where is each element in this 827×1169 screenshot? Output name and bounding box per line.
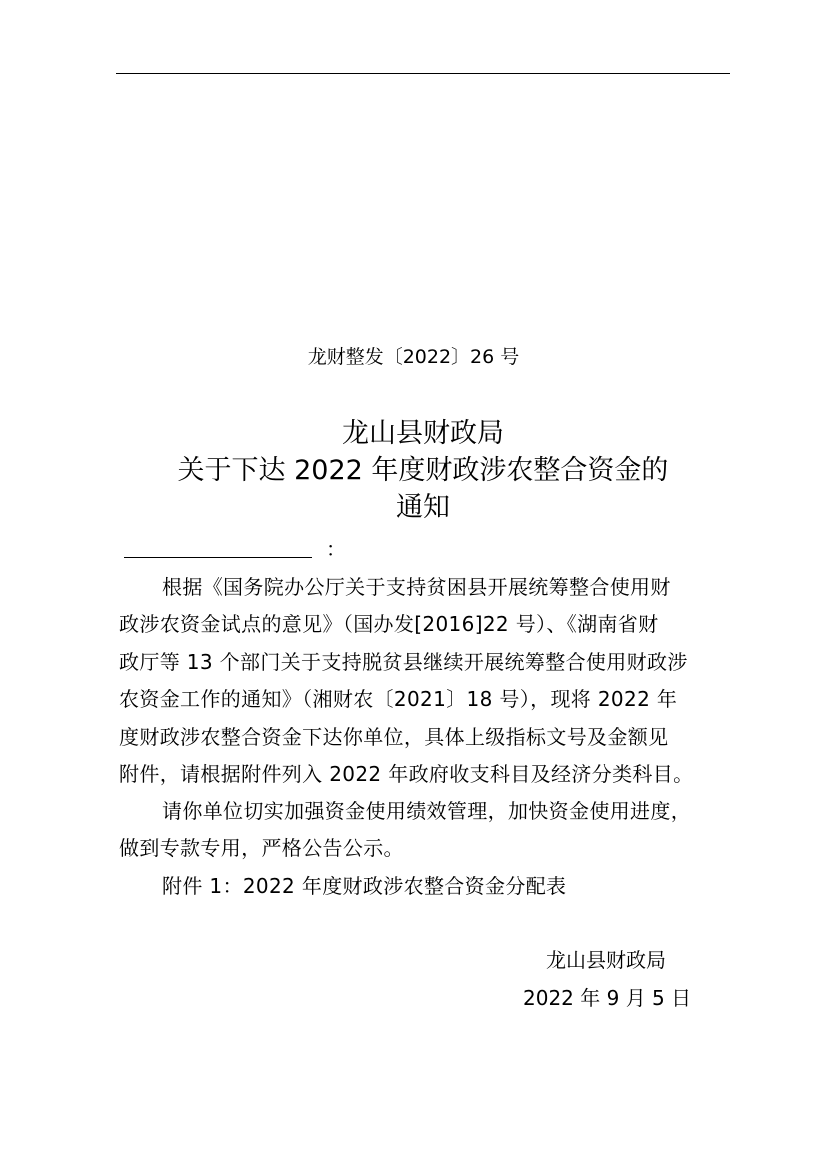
paragraph-line: 附件，请根据附件列入 2022 年政府收支科目及经济分类科目。 — [119, 762, 694, 787]
header-rule — [116, 73, 730, 74]
document-number: 龙财整发〔2022〕26 号 — [307, 346, 520, 368]
attachment-note — [119, 868, 739, 905]
signature-date: 2022 年 9 月 5 日 — [523, 986, 692, 1010]
attachment-line: 附件 1：2022 年度财政涉农整合资金分配表 — [162, 874, 567, 898]
paragraph-line: 做到专款专用，严格公告公示。 — [119, 836, 404, 861]
paragraph-requirements — [119, 793, 739, 868]
signature-organization: 龙山县财政局 — [546, 948, 666, 972]
paragraph-line: 度财政涉农整合资金下达你单位，具体上级指标文号及金额见 — [119, 724, 669, 749]
paragraph-line: 根据《国务院办公厅关于支持贫困县开展统筹整合使用财 — [162, 575, 671, 599]
paragraph-line: 农资金工作的通知》（湘财农〔2021〕18 号），现将 2022 年 — [119, 687, 678, 712]
title-line-subject: 关于下达 2022 年度财政涉农整合资金的 — [177, 455, 669, 486]
paragraph-line: 政涉农资金试点的意见》（国办发[2016]22 号）、《湖南省财 — [119, 612, 659, 637]
document-title — [0, 415, 827, 526]
paragraph-line: 请你单位切实加强资金使用绩效管理，加快资金使用进度， — [162, 799, 692, 823]
recipient-line — [124, 535, 346, 563]
recipient-blank — [124, 535, 312, 558]
title-line-issuer: 龙山县财政局 — [342, 418, 504, 449]
paragraph-main — [119, 569, 739, 793]
title-line-type: 通知 — [396, 492, 450, 523]
paragraph-line: 政厅等 13 个部门关于支持脱贫县继续开展统筹整合使用财政涉 — [119, 649, 688, 674]
recipient-colon: ： — [326, 537, 346, 561]
